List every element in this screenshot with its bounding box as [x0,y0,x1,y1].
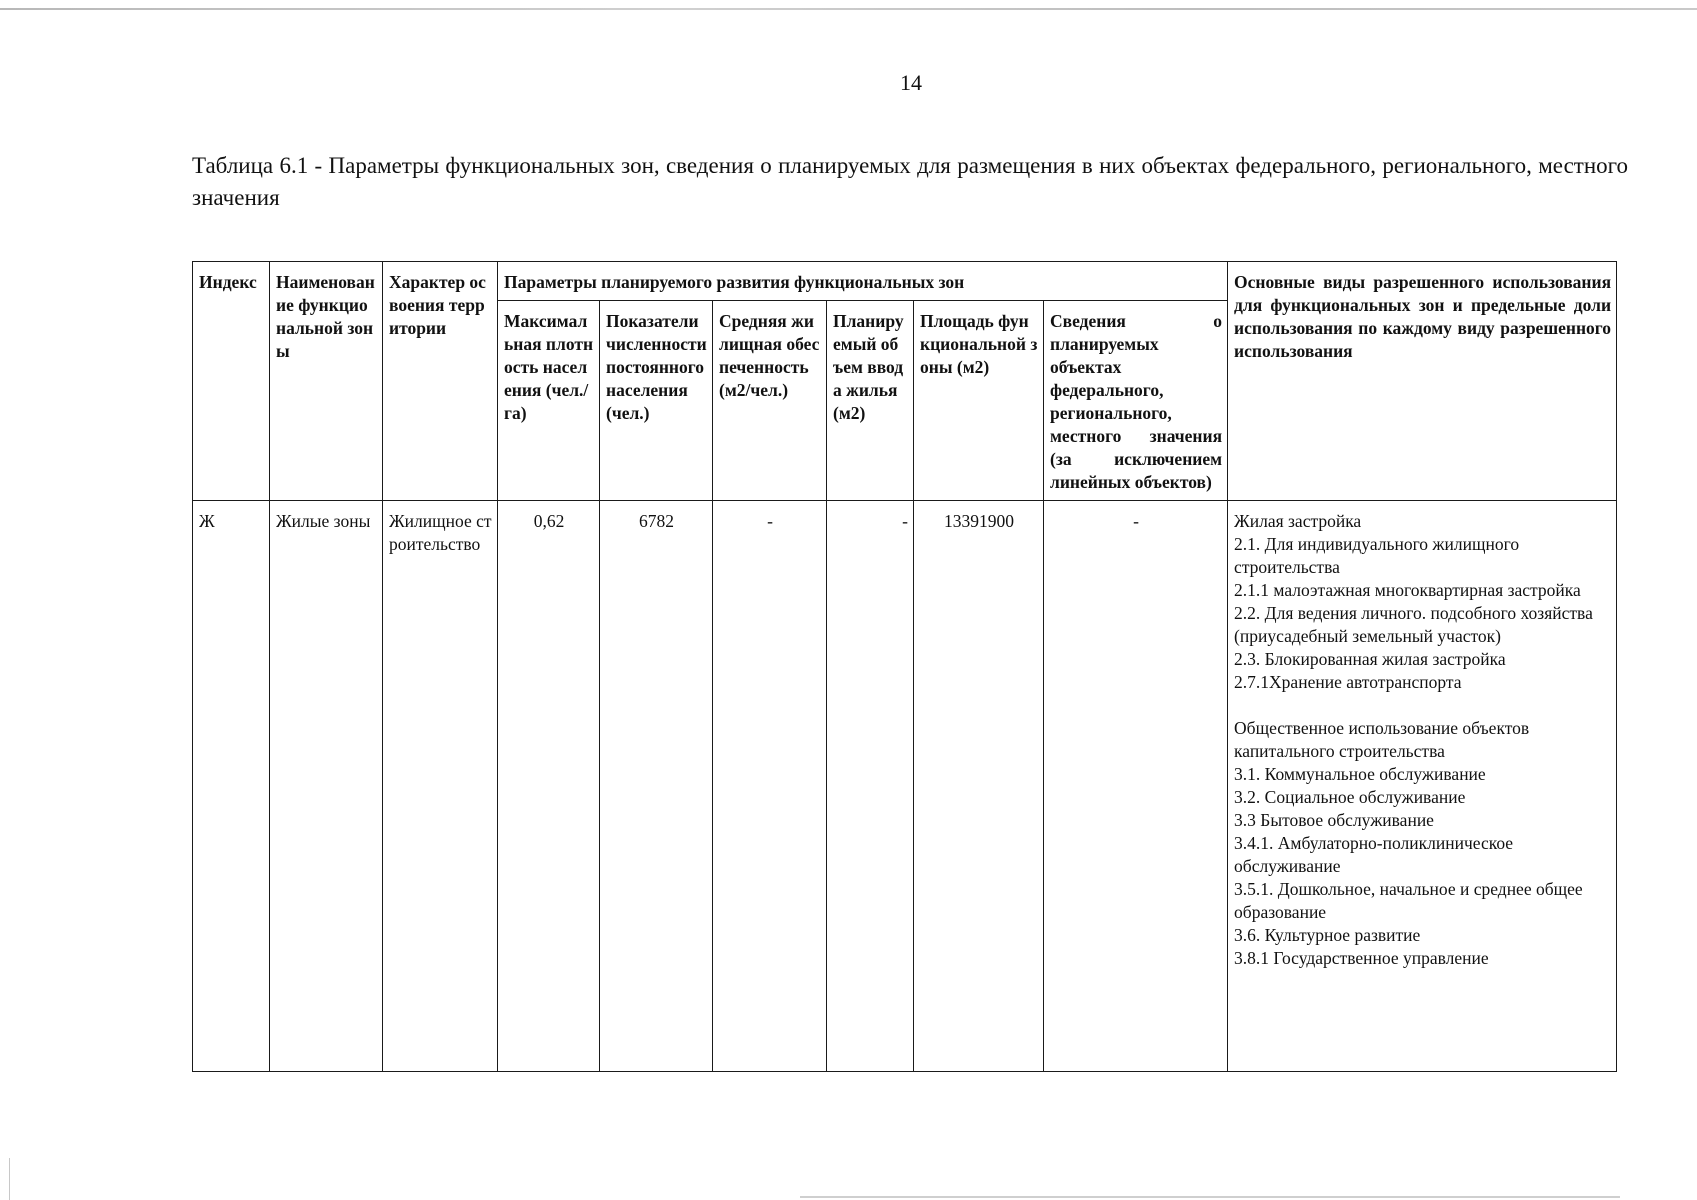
header-territory-type: Характер освоения территории [383,262,498,501]
page-number: 14 [900,70,922,95]
scan-edge-top [0,8,1697,10]
permitted-use-item: 2.1.1 малоэтажная многоквартирная застройка [1234,580,1581,600]
permitted-use-item: 2.7.1Хранение автотранспорта [1234,672,1462,692]
permitted-use-item: 3.4.1. Амбулаторно-поликлиническое обслуживание [1234,833,1514,876]
cell-max-density: 0,62 [498,501,600,1072]
permitted-use-item: Общественное использование объектов капитального строительства [1234,718,1530,761]
cell-zone-area: 13391900 [914,501,1044,1072]
permitted-use-item: 3.3 Бытовое обслуживание [1234,810,1434,830]
cell-permitted-uses [1228,501,1617,1072]
cell-avg-housing: - [713,501,827,1072]
permitted-use-item: 2.2. Для ведения личного. подсобного хозяйства (приусадебный земельный участок) [1234,603,1593,646]
scan-edge-bottom [800,1196,1620,1198]
header-max-density: Максимальная плотность населения (чел./га) [498,301,600,501]
functional-zones-table [192,261,1617,1072]
cell-zone-name: Жилые зоны [270,501,383,1072]
cell-planned-objects: - [1044,501,1228,1072]
header-planned-objects: Сведения о планируемых объектах федерального, регионального, местного значения (за исключением линейных объектов) [1044,301,1228,501]
header-zone-name: Наименование функциональной зоны [270,262,383,501]
header-planned-volume: Планируемый объем ввода жилья (м2) [827,301,914,501]
cell-territory-type: Жилищное строительство [383,501,498,1072]
group-spacer [1234,694,1611,717]
cell-planned-volume: - [827,501,914,1072]
permitted-use-item: Жилая застройка [1234,511,1362,531]
scan-edge-left [9,1158,10,1200]
permitted-use-item: 2.3. Блокированная жилая застройка [1234,649,1506,669]
permitted-use-item: 3.5.1. Дошкольное, начальное и среднее общее образование [1234,879,1583,922]
permitted-use-item: 3.1. Коммунальное обслуживание [1234,764,1486,784]
table-caption: Таблица 6.1 - Параметры функциональных зон, сведения о планируемых для размещения в них объектах федерального, регионального, местного значения [192,153,1628,210]
cell-index: Ж [193,501,270,1072]
header-index: Индекс [193,262,270,501]
permitted-use-item: 3.2. Социальное обслуживание [1234,787,1466,807]
header-avg-housing: Средняя жилищная обеспеченность (м2/чел.) [713,301,827,501]
cell-population: 6782 [600,501,713,1072]
header-params-group: Параметры планируемого развития функциональных зон [498,262,1228,301]
header-permitted-uses: Основные виды разрешенного использования для функциональных зон и предельные доли использования по каждому виду разрешенного использования [1228,262,1617,501]
table-row [193,501,1617,1072]
permitted-use-item: 3.6. Культурное развитие [1234,925,1421,945]
header-row-1 [193,262,1617,301]
header-population: Показатели численности постоянного населения (чел.) [600,301,713,501]
header-zone-area: Площадь функциональной зоны (м2) [914,301,1044,501]
permitted-use-item: 2.1. Для индивидуального жилищного строительства [1234,534,1520,577]
permitted-use-item: 3.8.1 Государственное управление [1234,948,1489,968]
